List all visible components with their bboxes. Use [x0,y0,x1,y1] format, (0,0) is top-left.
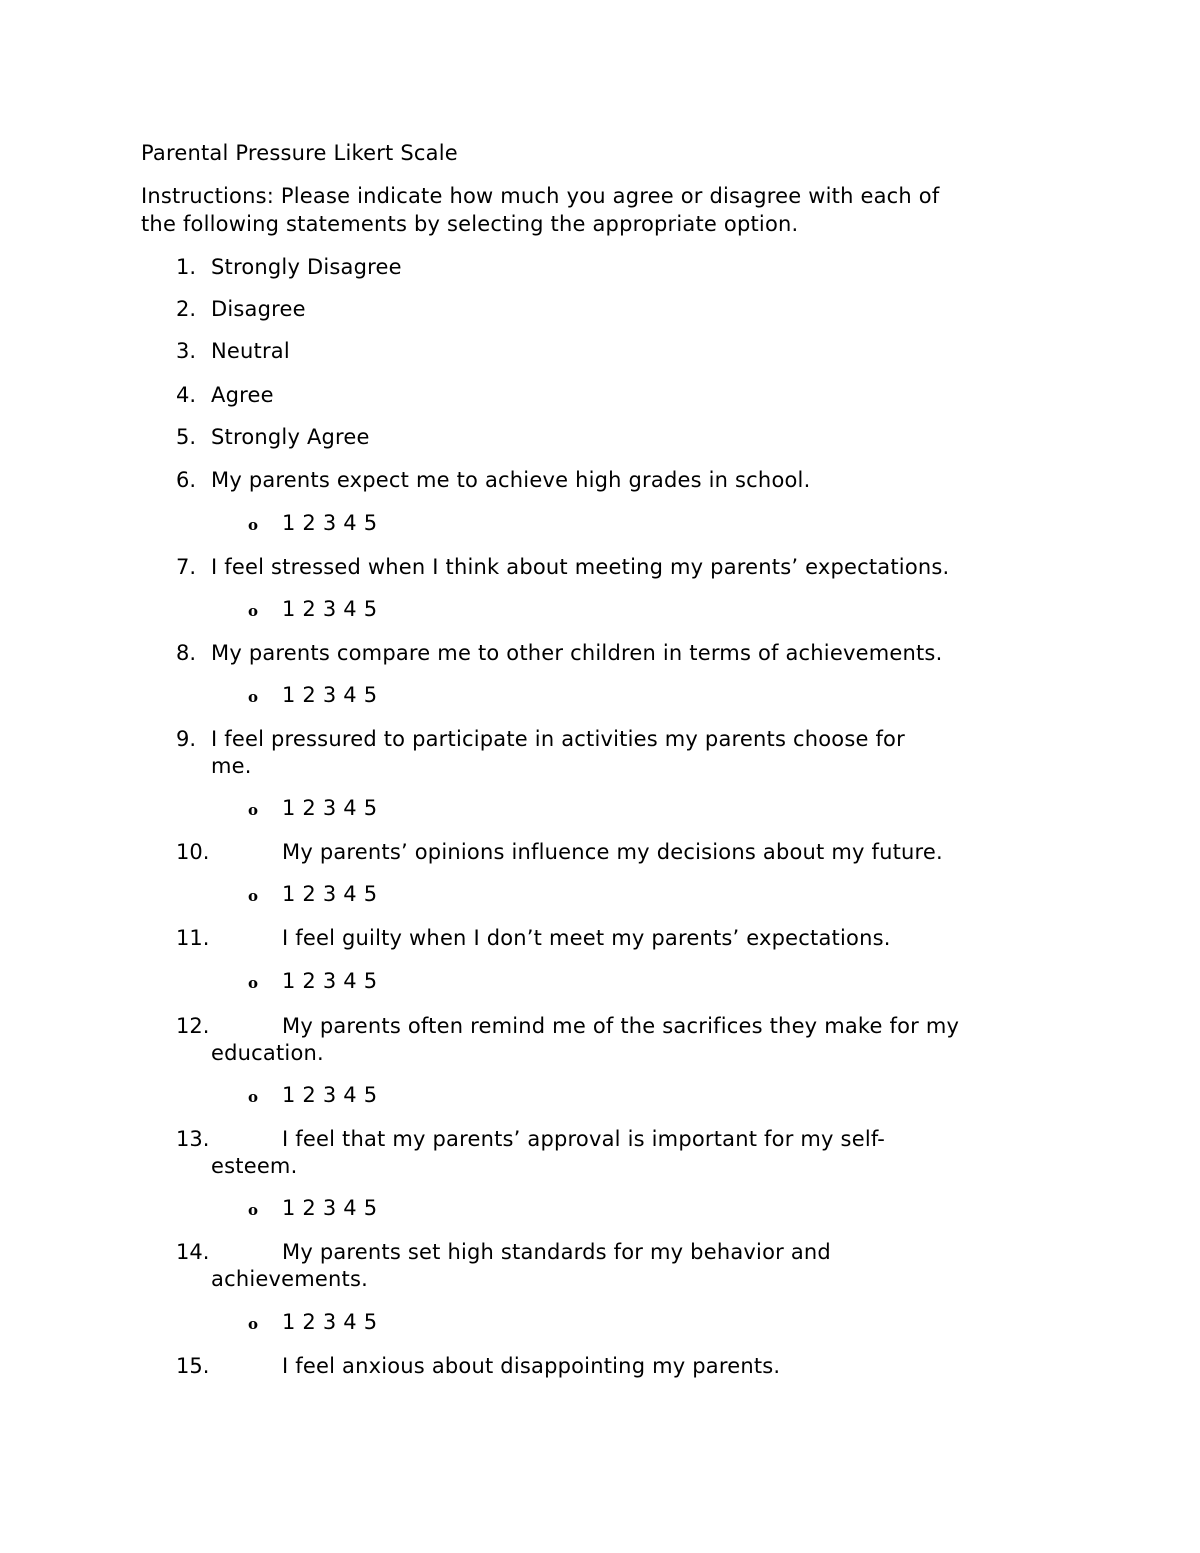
scale-number: 5. [176,425,197,449]
instructions-line-2: the following statements by selecting the appropriate option. [141,212,799,236]
rating-scale: 1 2 3 4 5 [282,1310,378,1334]
item-statement: My parents compare me to other children in terms of achievements. [211,641,943,665]
bullet-icon: o [248,1088,259,1106]
rating-scale: 1 2 3 4 5 [282,1196,378,1220]
item-statement-continued: education. [211,1041,324,1065]
item-statement: My parents’ opinions influence my decisions about my future. [282,840,943,864]
item-number: 15. [176,1354,210,1378]
item-statement-continued: esteem. [211,1154,298,1178]
scale-number: 1. [176,255,197,279]
rating-scale: 1 2 3 4 5 [282,1083,378,1107]
rating-scale: 1 2 3 4 5 [282,969,378,993]
item-statement: I feel anxious about disappointing my parents. [282,1354,781,1378]
document-title: Parental Pressure Likert Scale [141,141,458,165]
rating-scale: 1 2 3 4 5 [282,683,378,707]
bullet-icon: o [248,887,259,905]
item-statement: My parents expect me to achieve high grades in school. [211,468,811,492]
item-statement: My parents set high standards for my behavior and [282,1240,831,1264]
scale-option-strongly-agree: Strongly Agree [211,425,370,449]
scale-number: 3. [176,339,197,363]
item-number: 12. [176,1014,210,1038]
bullet-icon: o [248,974,259,992]
bullet-icon: o [248,801,259,819]
scale-option-strongly-disagree: Strongly Disagree [211,255,402,279]
item-number: 13. [176,1127,210,1151]
item-number: 7. [176,555,197,579]
item-statement-continued: achievements. [211,1267,368,1291]
item-statement: I feel stressed when I think about meeting my parents’ expectations. [211,555,950,579]
item-statement: I feel pressured to participate in activities my parents choose for [211,727,905,751]
scale-option-disagree: Disagree [211,297,306,321]
bullet-icon: o [248,1315,259,1333]
item-number: 8. [176,641,197,665]
item-number: 9. [176,727,197,751]
item-statement: I feel that my parents’ approval is important for my self- [282,1127,886,1151]
item-statement: I feel guilty when I don’t meet my parents’ expectations. [282,926,891,950]
item-number: 10. [176,840,210,864]
item-statement-continued: me. [211,754,252,778]
bullet-icon: o [248,602,259,620]
scale-number: 4. [176,383,197,407]
rating-scale: 1 2 3 4 5 [282,796,378,820]
scale-option-neutral: Neutral [211,339,290,363]
rating-scale: 1 2 3 4 5 [282,511,378,535]
bullet-icon: o [248,516,259,534]
bullet-icon: o [248,1201,259,1219]
item-number: 6. [176,468,197,492]
bullet-icon: o [248,688,259,706]
rating-scale: 1 2 3 4 5 [282,882,378,906]
item-number: 11. [176,926,210,950]
rating-scale: 1 2 3 4 5 [282,597,378,621]
instructions-line-1: Instructions: Please indicate how much you agree or disagree with each of [141,184,940,208]
item-statement: My parents often remind me of the sacrifices they make for my [282,1014,960,1038]
item-number: 14. [176,1240,210,1264]
scale-option-agree: Agree [211,383,274,407]
scale-number: 2. [176,297,197,321]
